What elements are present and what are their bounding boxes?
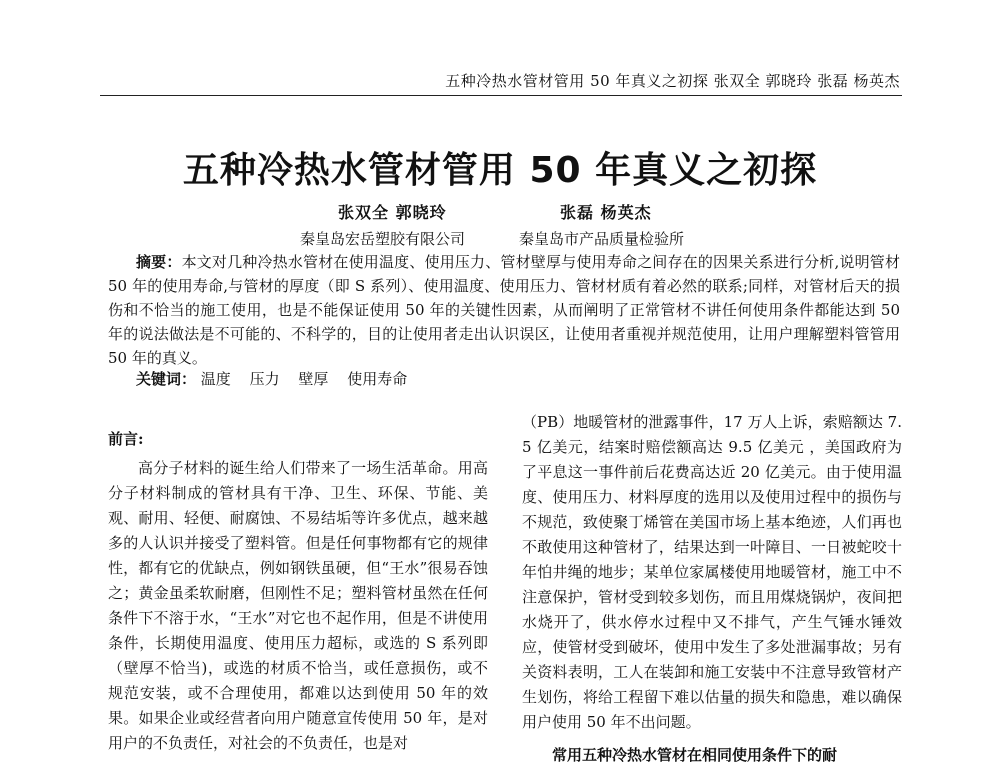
abstract-label: 摘要： — [136, 253, 182, 271]
section-heading: 前言: — [108, 430, 144, 448]
keyword: 温度 — [200, 370, 231, 388]
body-column-left — [108, 456, 488, 756]
header-rule — [100, 95, 902, 96]
paper-title: 五种冷热水管材管用 50 年真义之初探 — [182, 150, 818, 191]
body-paragraph: 高分子材料的诞生给人们带来了一场生活革命。用高分子材料制成的管材具有干净、卫生、环保、节能、美观、耐用、轻便、耐腐蚀、不易结垢等许多优点，越来越多的人认识并接受了塑料管。但是任何事物都有它的规律性，都有它的优缺点，例如钢铁虽硬，但“王水”很易吞蚀之；黄金虽柔软耐磨，但刚性不足；塑料管材虽然在任何条件下不溶于水，“王水”对它也不起作用，但是不讲使用条件，长期使用温度、使用压力超标，或选的 S 系列即（壁厚不恰当)，或选的材质不恰当，或任意损伤，或不规范安装，或不合理使用，都难以达到使用 50 年的效果。如果企业或经营者向用户随意宣传使用 50 年，是对用户的不负责任，对社会的不负责任，也是对 — [108, 459, 488, 752]
body-paragraph: （PB）地暖管材的泄露事件，17 万人上诉，索赔额达 7.5 亿美元，结案时赔偿额高达 9.5 亿美元 ，美国政府为了平息这一事件前后花费高达近 20 亿美元。由于使用温度、使用压力、材料厚度的选用以及使用过程中的损伤与不规范，致使聚丁烯管在美国市场上基本绝迹，人们再也不敢使用这种管材了，结果达到一叶障目、一日被蛇咬十年怕井绳的地步；某单位家属楼使用地暖管材，施工中不注意保护，管材受到较多划伤，而且用煤烧锅炉，夜间把水烧开了，供水停水过程中又不排气，产生气锤水锤效应，使管材受到破坏，使用中发生了多处泄漏事故；另有关资料表明，工人在装卸和施工安装中不注意导致管材产生划伤，将给工程留下难以估量的损失和隐患，难以确保用户使用 50 年不出问题。 — [522, 413, 902, 731]
abstract — [108, 250, 900, 370]
affiliation-left: 秦皇岛宏岳塑胶有限公司 — [300, 230, 466, 248]
body-column-right — [522, 410, 902, 735]
subsection-heading: 常用五种冷热水管材在相同使用条件下的耐 — [552, 746, 838, 764]
abstract-text: 本文对几种冷热水管材在使用温度、使用压力、管材壁厚与使用寿命之间存在的因果关系进行分析,说明管材 50 年的使用寿命,与管材的厚度（即 S 系列）、使用温度、使用压力、管材材质有着必然的联系;同样，对管材后天的损伤和不恰当的施工使用，也是不能保证使用 50 年的关键性因素，从而阐明了正常管材不讲任何使用条件都能达到 50 年的说法做法是不可能的、不科学的，目的让使用者走出认识误区，让使用者重视并规范使用，让用户理解塑料管管用 50 年的真义。 — [108, 253, 900, 367]
keyword: 使用寿命 — [347, 370, 408, 388]
keyword: 壁厚 — [298, 370, 329, 388]
authors-left: 张双全 郭晓玲 — [338, 203, 447, 222]
authors-right: 张磊 杨英杰 — [560, 203, 652, 222]
running-header: 五种冷热水管材管用 50 年真义之初探 张双全 郭晓玲 张磊 杨英杰 — [445, 72, 900, 90]
keywords-label: 关键词： — [136, 370, 197, 388]
keywords — [136, 368, 421, 389]
keyword: 压力 — [249, 370, 280, 388]
affiliation-right: 秦皇岛市产品质量检验所 — [519, 230, 685, 248]
